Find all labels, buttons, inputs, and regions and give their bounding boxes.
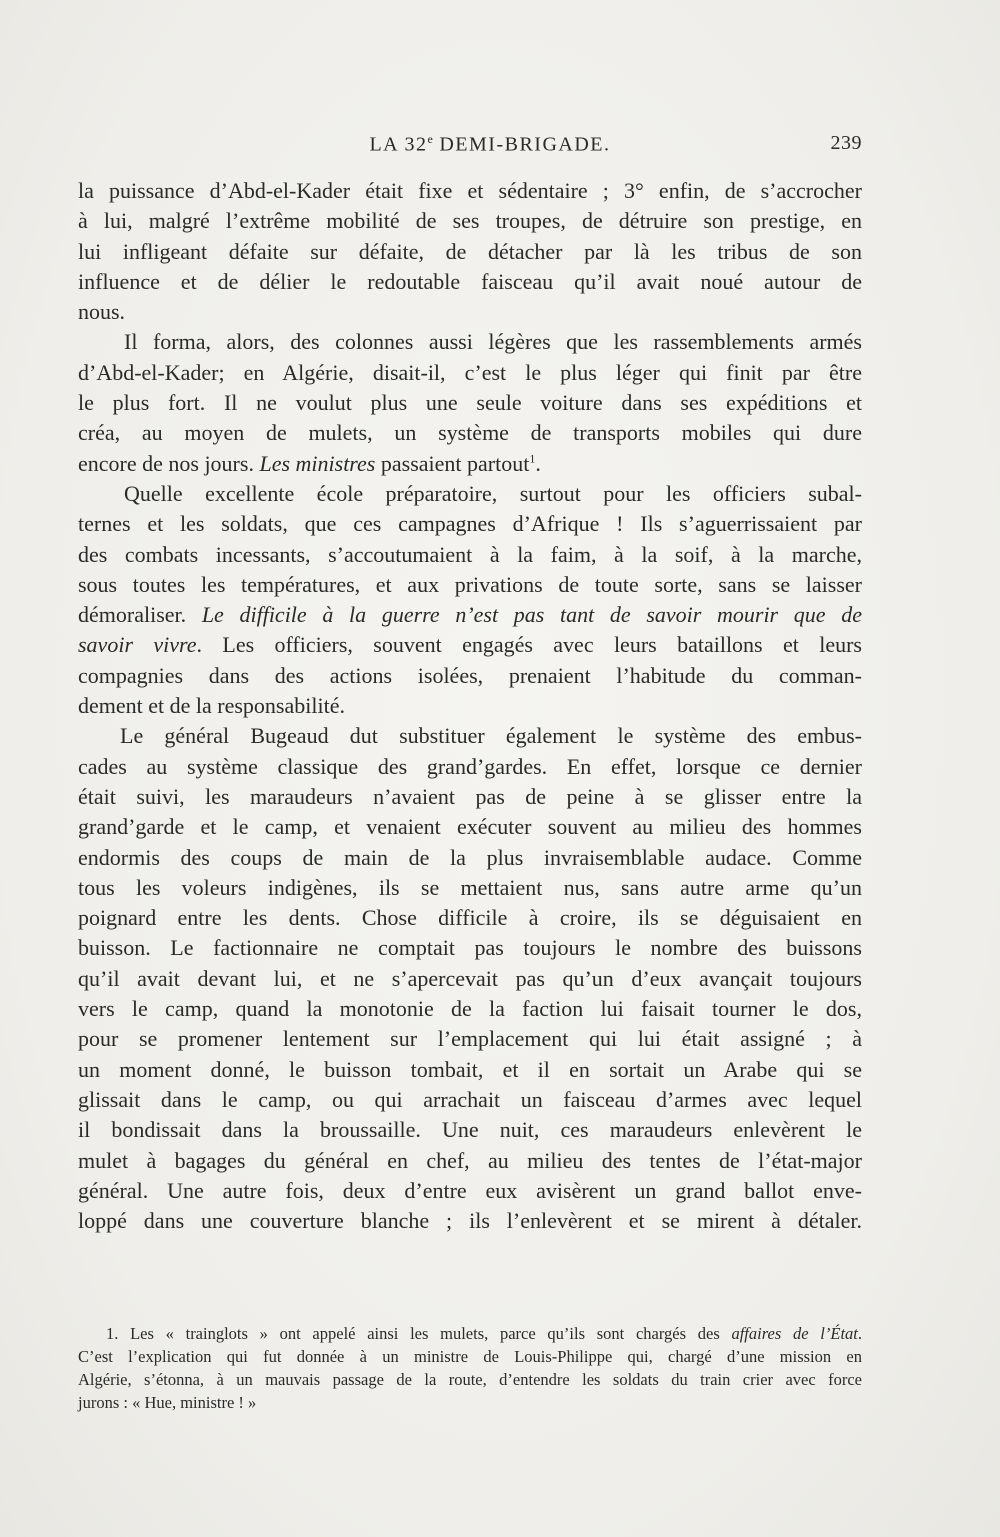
paragraph-start-line: Le général Bugeaud dut substituer également le système des embus- (120, 723, 862, 749)
footnote-line: 1. Les « trainglots » ont appelé ainsi les mulets, parce qu’ils sont chargés des affaires de l’État. (106, 1324, 862, 1343)
text-line-with-footnote-ref: encore de nos jours. Les ministres passaient partout$^1$. (78, 450, 541, 476)
text-line: dement et de la responsabilité. (78, 693, 345, 719)
italic-quote: savoir vivre (78, 632, 197, 658)
text-line: mulet à bagages du général en chef, au milieu des tentes de l’état-major (78, 1147, 862, 1173)
text-line: il bondissait dans la broussaille. Une nuit, ces maraudeurs enlevèrent le (78, 1117, 862, 1143)
text-line: sous toutes les températures, et aux privations de toute sorte, sans se laisser (78, 571, 862, 597)
text-line: le plus fort. Il ne voulut plus une seule voiture dans ses expéditions et (78, 390, 862, 416)
italic-phrase: affaires de l’État (731, 1324, 858, 1343)
text-line: un moment donné, le buisson tombait, et il en sortait un Arabe qui se (78, 1056, 862, 1082)
chapter-title: LA 32e DEMI-BRIGADE. (369, 132, 611, 156)
footnote-line: jurons : « Hue, ministre ! » (78, 1393, 257, 1412)
text-line: lui infligeant défaite sur défaite, de détacher par là les tribus de son (78, 238, 862, 264)
text-line: tous les voleurs indigènes, ils se mettaient nus, sans autre arme qu’un (78, 874, 862, 900)
text-line: influence et de délier le redoutable faisceau qu’il avait noué autour de (78, 268, 862, 294)
italic-phrase: Les ministres (259, 450, 376, 476)
text-line: endormis des coups de main de la plus invraisemblable audace. Comme (78, 844, 862, 870)
text-line: cades au système classique des grand’gardes. En effet, lorsque ce dernier (78, 753, 862, 779)
text-line: des combats incessants, s’accoutumaient à la faim, à la soif, à la marche, (78, 541, 862, 567)
footnotes (78, 1322, 862, 1414)
text-line: démoraliser. Le difficile à la guerre n’est pas tant de savoir mourir que de (78, 602, 862, 628)
running-head (78, 132, 862, 162)
footnote-reference[interactable]: 1 (529, 451, 536, 466)
text-line: général. Une autre fois, deux d’entre eux avisèrent un grand ballot enve- (78, 1177, 862, 1203)
text-line: poignard entre les dents. Chose difficile à croire, ils se déguisaient en (78, 905, 862, 931)
page-number: 239 (830, 132, 862, 154)
text-line: nous. (78, 299, 126, 325)
text-line: buisson. Le factionnaire ne comptait pas toujours le nombre des buissons (78, 935, 862, 961)
text-line: grand’garde et le camp, et venaient exécuter souvent au milieu des hommes (78, 814, 862, 840)
text-line: ternes et les soldats, que ces campagnes d’Afrique ! Ils s’aguerrissaient par (78, 511, 862, 537)
footnote-line: Algérie, s’étonna, à un mauvais passage de la route, d’entendre les soldats du train crier avec force (78, 1370, 862, 1389)
body-text (78, 176, 862, 1236)
italic-quote: Le difficile à la guerre n’est pas tant de savoir mourir que de (201, 602, 862, 628)
footnote-line: C’est l’explication qui fut donnée à un ministre de Louis-Philippe qui, chargé d’une mission en (78, 1347, 862, 1366)
text-line: savoir vivre. Les officiers, souvent engagés avec leurs bataillons et leurs (78, 632, 862, 658)
text-line: pour se promener lentement sur l’emplacement qui lui était assigné ; à (78, 1026, 862, 1052)
text-line: à lui, malgré l’extrême mobilité de ses troupes, de détruire son prestige, en (78, 208, 862, 234)
text-line: qu’il avait devant lui, et ne s’apercevait pas qu’un d’eux avançait toujours (78, 965, 862, 991)
text-line: compagnies dans des actions isolées, prenaient l’habitude du comman- (78, 662, 862, 688)
text-line: la puissance d’Abd-el-Kader était fixe et sédentaire ; 3° enfin, de s’accrocher (78, 178, 862, 203)
text-line: d’Abd-el-Kader; en Algérie, disait-il, c’est le plus léger qui finit par être (78, 359, 862, 385)
text-line: créa, au moyen de mulets, un système de transports mobiles qui dure (78, 420, 862, 446)
text-line: loppé dans une couverture blanche ; ils l’enlevèrent et se mirent à détaler. (78, 1208, 862, 1234)
paragraph-start-line: Il forma, alors, des colonnes aussi légères que les rassemblements armés (124, 329, 862, 355)
text-line: vers le camp, quand la monotonie de la faction lui faisait tourner le dos, (78, 996, 862, 1022)
paragraph-start-line: Quelle excellente école préparatoire, surtout pour les officiers subal- (124, 480, 862, 506)
text-line: glissait dans le camp, ou qui arrachait un faisceau d’armes avec lequel (78, 1086, 862, 1112)
text-line: était suivi, les maraudeurs n’avaient pas de peine à se glisser entre la (78, 783, 862, 809)
